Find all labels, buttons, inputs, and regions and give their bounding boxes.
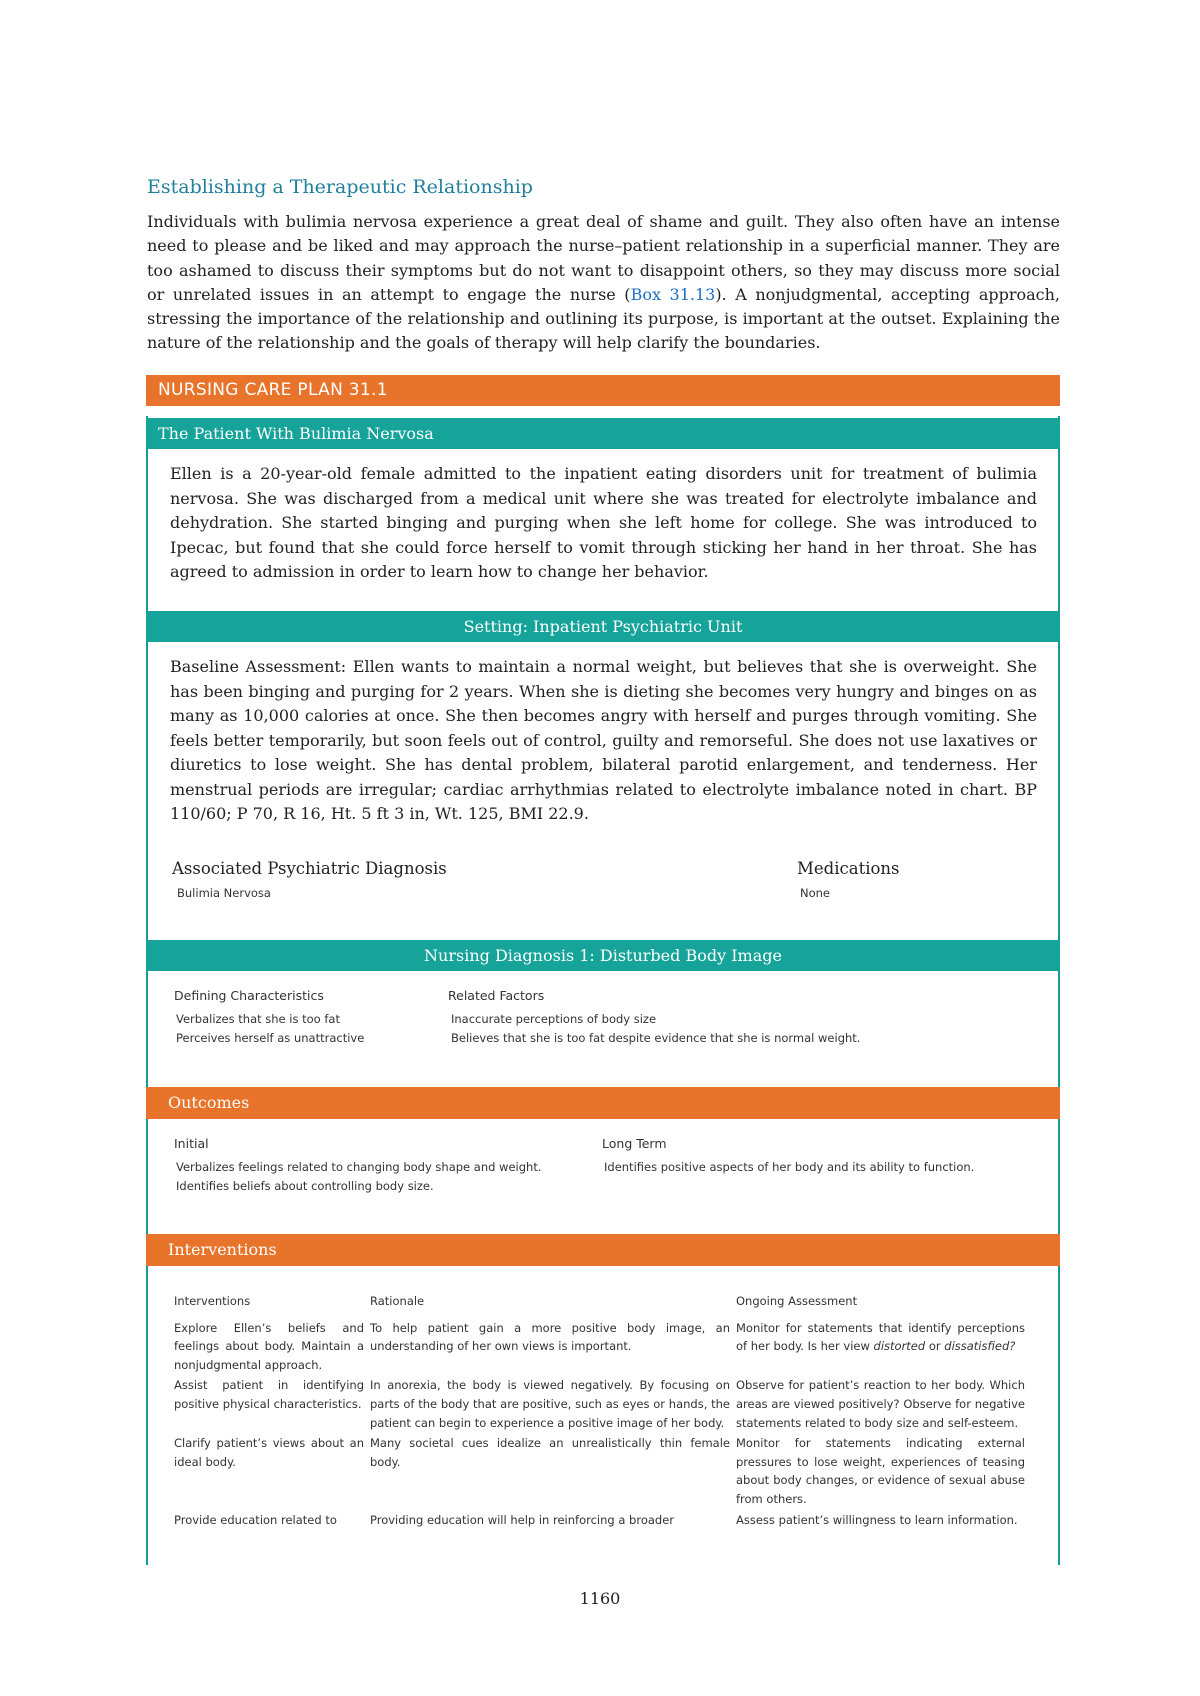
initial-label: Initial (174, 1136, 209, 1151)
medications-label: Medications (797, 859, 900, 878)
assessment-cell (736, 1319, 1025, 1375)
defining-characteristics-label: Defining Characteristics (174, 988, 324, 1003)
section-heading: Establishing a Therapeutic Relationship (147, 176, 533, 198)
patient-description: Ellen is a 20-year-old female admitted to the inpatient eating disorders unit for treatment of bulimia nervosa. She was discharged from a medical unit where she was treated for electrolyte imbalance and dehydration. She started binging and purging when she left home for college. She was introduced to Ipecac, but found that she could force herself to vomit through sticking her hand in her throat. She has agreed to admission in order to learn how to change her behavior. (170, 464, 1037, 581)
related-item: Believes that she is too fat despite evidence that she is normal weight. (451, 1031, 861, 1045)
diagnosis-label: Associated Psychiatric Diagnosis (172, 859, 447, 878)
assessment-cell: Assess patient’s willingness to learn information. (736, 1512, 1018, 1527)
diagnosis-value: Bulimia Nervosa (177, 886, 271, 900)
intervention-cell: Provide education related to (174, 1512, 337, 1527)
long-term-item: Identifies positive aspects of her body and its ability to function. (604, 1160, 975, 1174)
rationale-cell: To help patient gain a more positive body image, an understanding of her own views is important. (370, 1320, 730, 1354)
nursing-diagnosis-header: Nursing Diagnosis 1: Disturbed Body Image (146, 940, 1060, 971)
page-number: 1160 (579, 1589, 621, 1608)
assessment-cell: Observe for patient’s reaction to her body. Which areas are viewed positively? Observe for negative statements related to body size and self-esteem. (736, 1378, 1025, 1430)
assessment-emphasis: distorted (873, 1339, 926, 1354)
initial-item: Identifies beliefs about controlling body size. (176, 1179, 434, 1193)
column-header: Rationale (370, 1294, 425, 1308)
outcomes-header: Outcomes (146, 1087, 1060, 1119)
baseline-assessment: Baseline Assessment: Ellen wants to maintain a normal weight, but believes that she is overweight. She has been binging and purging for 2 years. When she is dieting she becomes very hungry and binges on as many as 10,000 calories at once. She then becomes angry with herself and purges through vomiting. She feels better temporarily, but soon feels out of control, guilty and remorseful. She does not use laxatives or diuretics to lose weight. She has dental problem, bilateral parotid enlargement, and tenderness. Her menstrual periods are irregular; cardiac arrhythmias related to electrolyte imbalance noted in chart. BP 110/60; P 70, R 16, Ht. 5 ft 3 in, Wt. 125, BMI 22.9. (170, 657, 1037, 823)
initial-item: Verbalizes feelings related to changing body shape and weight. (176, 1160, 542, 1174)
related-item: Inaccurate perceptions of body size (451, 1012, 657, 1026)
defining-item: Perceives herself as unattractive (176, 1031, 365, 1045)
long-term-label: Long Term (602, 1136, 667, 1151)
intro-text-start: Individuals with bulimia nervosa experience a great deal of shame and guilt. They also often have an intense need to please and be liked and may approach the nurse–patient relationship in a superficial manner. They are too ashamed to discuss their symptoms but do not want to disappoint others, so they may discuss more social or unrelated issues in an attempt to engage the nurse ( (147, 212, 1060, 304)
interventions-header: Interventions (146, 1234, 1060, 1266)
assessment-cell: Monitor for statements indicating external pressures to lose weight, experiences of teasing about body changes, or evidence of sexual abuse from others. (736, 1436, 1025, 1506)
intervention-cell: Clarify patient’s views about an ideal body. (174, 1436, 364, 1469)
medications-value: None (800, 886, 831, 900)
column-header: Interventions (174, 1294, 251, 1308)
table-row (174, 1376, 1037, 1432)
table-row (174, 1511, 1037, 1530)
patient-header: The Patient With Bulimia Nervosa (146, 418, 1060, 449)
interventions-table (174, 1292, 1037, 1529)
related-factors-label: Related Factors (448, 988, 545, 1003)
intervention-cell: Explore Ellen’s beliefs and feelings about body. Maintain a nonjudgmental approach. (174, 1320, 364, 1372)
intro-text-end: ). A nonjudgmental, accepting approach, stressing the importance of the relationship and outlining its purpose, is important at the outset. Explaining the nature of the relationship and the goals of therapy will help clarify the boundaries. (147, 284, 1061, 353)
box-reference-link[interactable]: Box 31.13 (630, 284, 716, 304)
assessment-text: Monitor for statements that identify perceptions of her body. Is her view (736, 1320, 1025, 1354)
care-plan-title: NURSING CARE PLAN 31.1 (146, 375, 1060, 406)
setting-header: Setting: Inpatient Psychiatric Unit (146, 611, 1060, 642)
column-header: Ongoing Assessment (736, 1294, 858, 1308)
defining-item: Verbalizes that she is too fat (176, 1012, 340, 1026)
intervention-cell: Assist patient in identifying positive physical characteristics. (174, 1378, 364, 1411)
assessment-emphasis: dissatisfied? (944, 1339, 1016, 1354)
table-row (174, 1434, 1037, 1508)
table-header-row (174, 1292, 1037, 1311)
assessment-text: or (925, 1339, 945, 1354)
intro-paragraph (147, 210, 1060, 356)
table-row (174, 1319, 1037, 1375)
rationale-cell: In anorexia, the body is viewed negatively. By focusing on parts of the body that are positive, such as eyes or hands, the patient can begin to experience a positive image of her body. (370, 1378, 730, 1430)
rationale-cell: Many societal cues idealize an unrealistically thin female body. (370, 1436, 730, 1469)
rationale-cell: Providing education will help in reinforcing a broader (370, 1512, 675, 1527)
